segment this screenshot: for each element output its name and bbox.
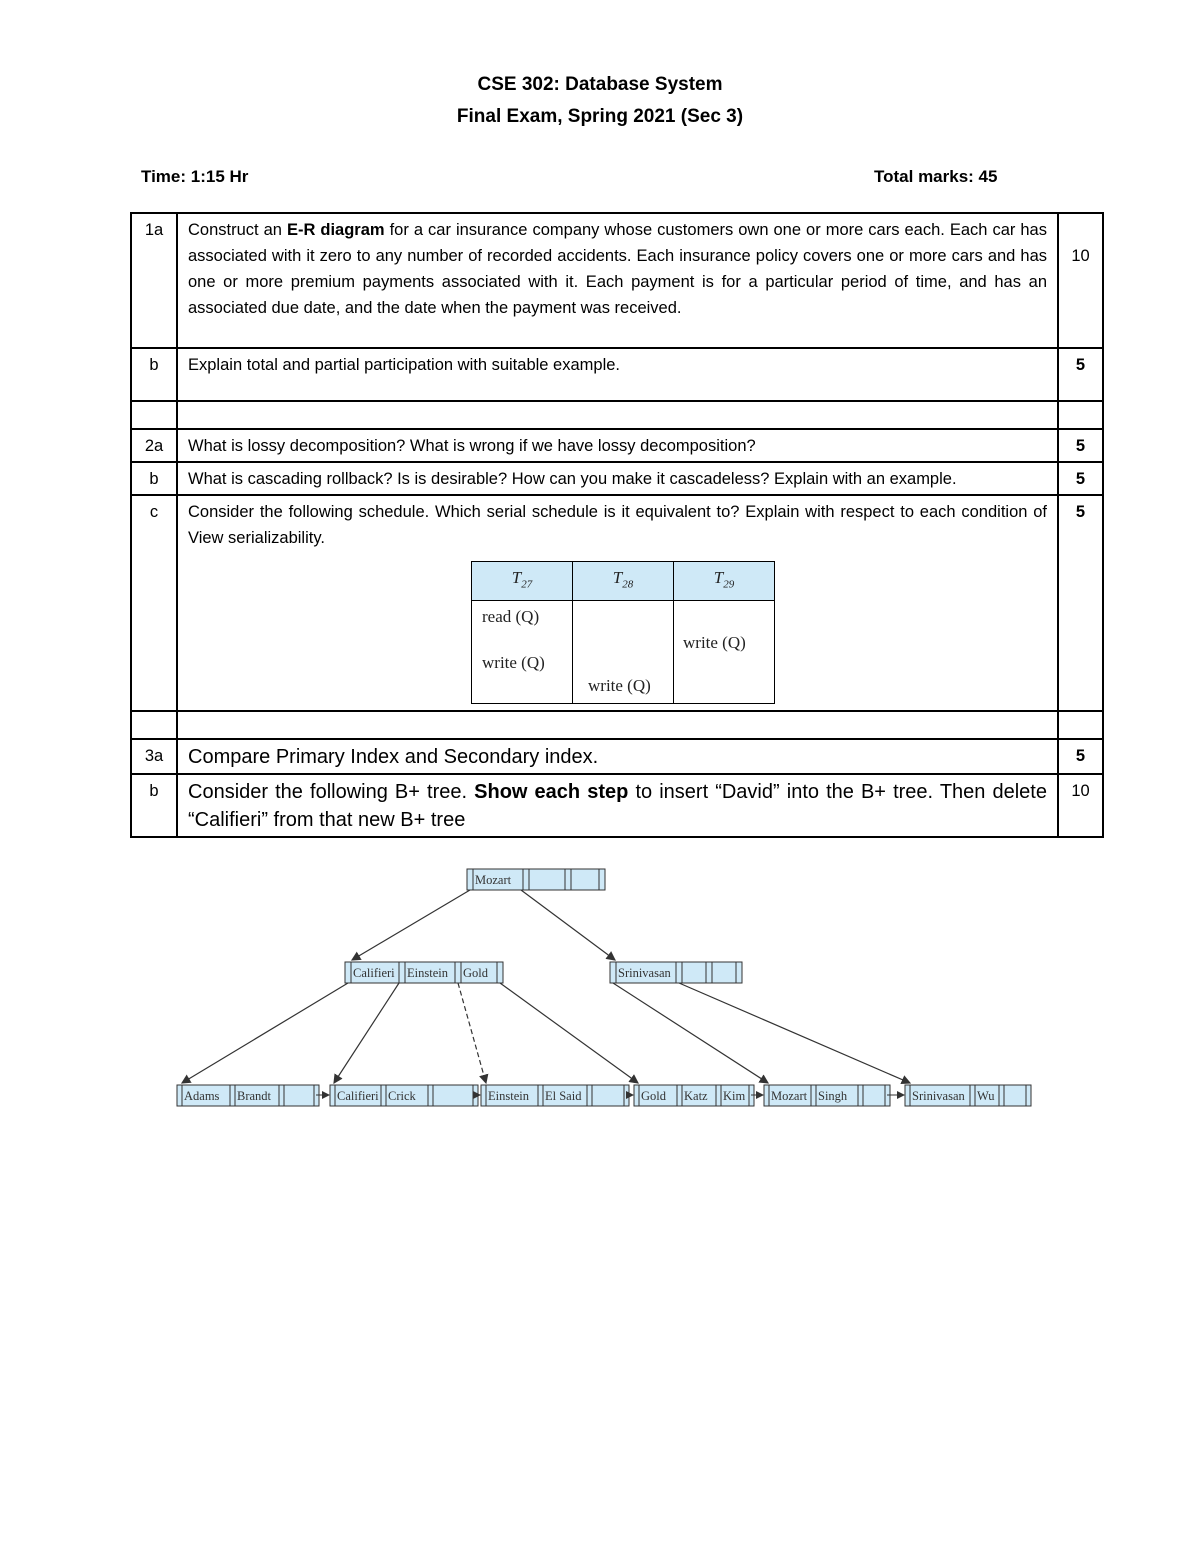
question-number: 2a <box>131 429 177 462</box>
question-text: Explain total and partial participation with suitable example. <box>177 348 1058 401</box>
question-number: c <box>131 495 177 711</box>
schedule-header-t27: $T_{27}$ <box>472 562 573 601</box>
question-marks: 5 <box>1058 495 1103 711</box>
tree-pointer-arrow <box>521 890 615 960</box>
tree-key: Singh <box>818 1089 848 1103</box>
tree-pointer-arrow <box>679 983 910 1083</box>
tree-key: Califieri <box>353 966 395 980</box>
question-marks: 5 <box>1058 739 1103 774</box>
tree-pointer-arrow <box>613 983 768 1083</box>
question-text: Construct an E-R diagram for a car insurance company whose customers own one or more cars each. Each car has associated with it zero to any number of recorded accidents. Each insurance policy covers one or more cars and has one or more premium payments associated with it. Each payment is for a particular period of time, and has an associated due date, and the date when the payment was received. <box>177 213 1058 348</box>
tree-leaf-node <box>177 1085 319 1106</box>
tree-key: Califieri <box>337 1089 379 1103</box>
tree-key: Brandt <box>237 1089 272 1103</box>
question-text: What is lossy decomposition? What is wrong if we have lossy decomposition? <box>177 429 1058 462</box>
question-text: What is cascading rollback? Is is desirable? How can you make it cascadeless? Explain with an example. <box>177 462 1058 495</box>
question-number: b <box>131 462 177 495</box>
schedule-header-t28: $T_{28}$ <box>573 562 674 601</box>
tree-key: Srinivasan <box>618 966 671 980</box>
question-text: Compare Primary Index and Secondary index. <box>177 739 1058 774</box>
tree-key: Gold <box>641 1089 666 1103</box>
tree-key: El Said <box>545 1089 582 1103</box>
tree-key: Einstein <box>407 966 448 980</box>
tree-leaf-node <box>634 1085 754 1106</box>
tree-pointer-arrow <box>458 983 486 1083</box>
tree-leaf-node <box>764 1085 890 1106</box>
question-marks: 5 <box>1058 429 1103 462</box>
op-write: write (Q) <box>482 653 545 673</box>
tree-leaf-node <box>905 1085 1031 1106</box>
tree-pointer-arrow <box>182 983 348 1083</box>
tree-leaf-node <box>330 1085 478 1106</box>
question-marks: 5 <box>1058 462 1103 495</box>
bold-phrase: E-R diagram <box>286 221 385 239</box>
op-write: write (Q) <box>588 676 651 696</box>
question-number: 3a <box>131 739 177 774</box>
tree-internal-right <box>610 962 742 983</box>
total-marks: Total marks: 45 <box>874 167 998 186</box>
exam-title: Final Exam, Spring 2021 (Sec 3) <box>456 106 744 127</box>
question-marks: 10 <box>1058 213 1103 348</box>
tree-key: Gold <box>463 966 488 980</box>
tree-key: Wu <box>977 1089 995 1103</box>
tree-pointer-arrow <box>352 890 470 960</box>
tree-root-node <box>467 869 605 890</box>
tree-leaf-node <box>481 1085 629 1106</box>
tree-key: Kim <box>723 1089 746 1103</box>
exam-time: Time: 1:15 Hr <box>141 167 249 186</box>
schedule-header-t29: $T_{29}$ <box>674 562 775 601</box>
bold-phrase: Show each step <box>474 781 629 804</box>
question-marks: 5 <box>1058 348 1103 401</box>
tree-key: Einstein <box>488 1089 529 1103</box>
tree-key: Mozart <box>475 873 512 887</box>
question-number: b <box>131 774 177 837</box>
tree-pointer-arrow <box>334 983 399 1083</box>
question-text: Consider the following schedule. Which serial schedule is it equivalent to? Explain with respect to each condition of View serializability. <box>188 503 1047 547</box>
course-title: CSE 302: Database System <box>477 74 723 95</box>
question-marks: 10 <box>1058 774 1103 837</box>
tree-internal-left <box>345 962 503 983</box>
tree-key: Crick <box>388 1089 416 1103</box>
question-text: Consider the following B+ tree. Show each step to insert “David” into the B+ tree. Then delete “Califieri” from that new B+ tree <box>177 774 1058 837</box>
op-write: write (Q) <box>683 633 746 653</box>
op-read: read (Q) <box>482 607 540 627</box>
tree-key: Katz <box>684 1089 708 1103</box>
tree-pointer-arrow <box>500 983 638 1083</box>
tree-key: Mozart <box>771 1089 808 1103</box>
tree-key: Adams <box>184 1089 220 1103</box>
question-number: b <box>131 348 177 401</box>
tree-key: Srinivasan <box>912 1089 965 1103</box>
question-number: 1a <box>131 213 177 348</box>
